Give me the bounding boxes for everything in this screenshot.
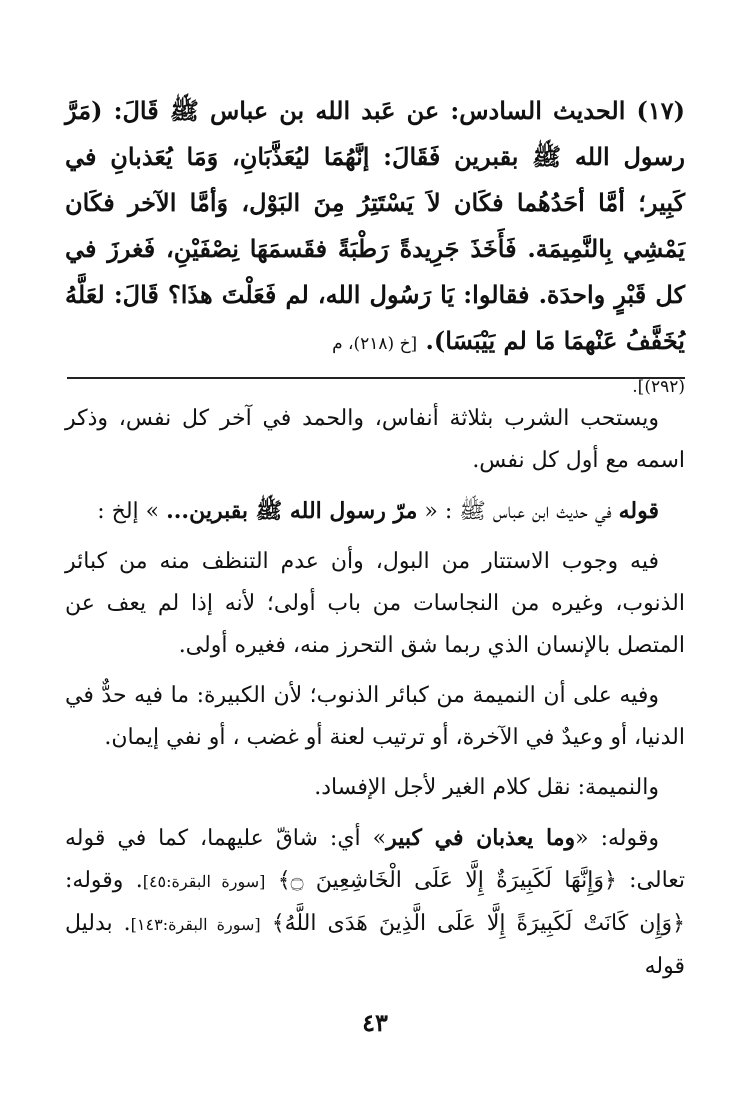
commentary-text: » أي: شاقّ عليهما، كما في قوله تعالى: ﴿وَإِنَّهَا لَكَبِيرَةٌ إِلَّا عَلَى الْخَاشِعِينَ ۝﴾ xyxy=(65,826,686,893)
commentary-paragraph-4: وفيه على أن النميمة من كبائر الذنوب؛ لأن الكبيرة: ما فيه حدٌّ في الدنيا، أو وعيدٌ في الآخرة، أو ترتيب لعنة أو غضب ، أو نفي إيمان. xyxy=(65,683,685,750)
hadith-reference-end: (٢٩٢)]. xyxy=(632,377,685,397)
commentary-text: » إلخ : xyxy=(97,499,160,524)
commentary-paragraph-5: والنميمة: نقل كلام الغير لأجل الإفساد. xyxy=(314,775,659,800)
commentary-text: . بدليل قوله xyxy=(65,911,685,979)
section-divider xyxy=(67,377,685,379)
commentary-paragraph-3: فيه وجوب الاستتار من البول، وأن عدم التنظف منه من كبائر الذنوب، وغيره من النجاسات من باب أولى؛ لأنه إذا لم يعف عن المتصل بالإنسان الذي ربما شق التحرز منه، فغيره أولى. xyxy=(65,549,685,658)
commentary-paragraph-1: ويستحب الشرب بثلاثة أنفاس، والحمد في آخر كل نفس، وذكر اسمه مع أول كل نفس. xyxy=(65,406,685,473)
commentary-text: في حديث ابن عباس ﷺ : « xyxy=(424,499,612,524)
hadith-reference-start: [خ (٢١٨)، م xyxy=(332,334,418,354)
commentary-text: وقوله: « xyxy=(575,826,659,851)
commentary-text: . وقوله: ﴿وَإِن كَانَتْ لَكَبِيرَةً إِلَّا عَلَى الَّذِينَ هَدَى اللَّهُ﴾ xyxy=(65,868,685,936)
hadith-body: (١٧) الحديث السادس: عن عَبد الله بن عباس ﷺ قَالَ: (مَرَّ رسول الله ﷺ بقبرين فَقَالَ: إنَّهُمَا ليُعَذَّبَانِ، وَمَا يُعَذبانِ في كَبِير؛ أمَّا أحَدُهُما فكَان لاَ يَسْتَتِرُ مِنَ البَوْل، وَأمَّا الآخر فكَان يَمْشِي بِالنَّمِيمَة. فَأَخَذَ جَرِيدةً رَطْبَةً فقَسمَهَا نِصْفَيْنِ، فَغرزَ في كل قَبْرٍ واحدَة. فقالوا: يَا رَسُول الله، لم فَعَلْتَ هذَا؟ قَالَ: لعَلَّهُ يُخَفَّفُ عَنْهمَا مَا لم يَيْبَسَا). xyxy=(65,96,685,355)
commentary-quote: وما يعذبان في كبير xyxy=(386,825,576,851)
commentary-paragraph-2 xyxy=(65,490,685,533)
quran-reference: [سورة البقرة:١٤٣] xyxy=(130,915,261,934)
commentary-quote: مرّ رسول الله ﷺ بقبرين... xyxy=(166,498,418,524)
quran-reference: [سورة البقرة:٤٥] xyxy=(142,872,266,891)
commentary xyxy=(65,398,685,996)
hadith-text xyxy=(65,88,685,407)
commentary-lead-word: قوله xyxy=(618,498,659,524)
commentary-paragraph-6 xyxy=(65,817,685,988)
page-number: ٤٣ xyxy=(362,1008,388,1037)
